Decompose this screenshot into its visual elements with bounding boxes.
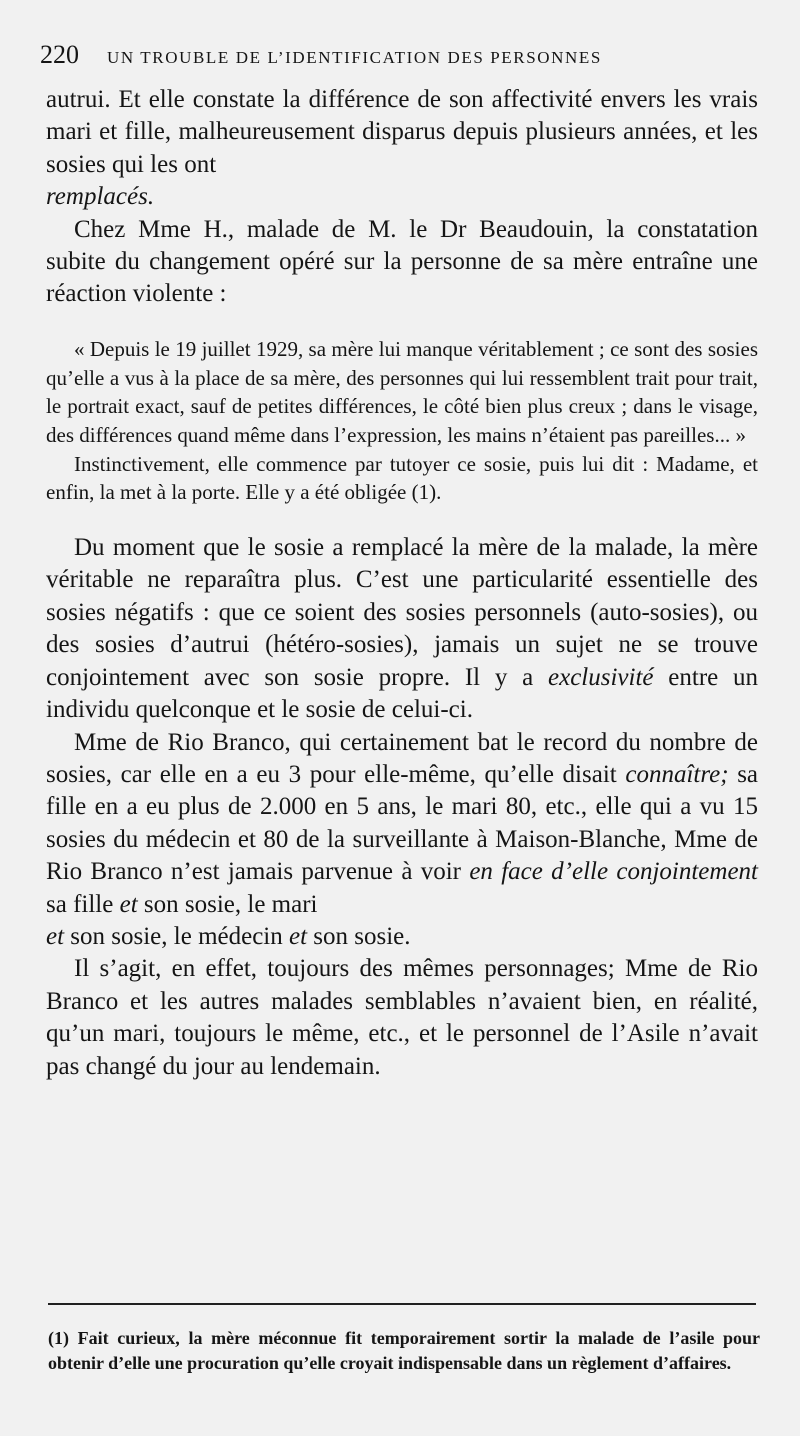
paragraph-4 [46, 727, 758, 954]
running-title: UN TROUBLE DE L’IDENTIFICATION DES PERSONNES [107, 48, 602, 67]
paragraph-3 [46, 532, 758, 726]
paragraph-4-italic-3: et [119, 890, 138, 918]
after-quote-paragraph: Instinctivement, elle commence par tutoyer ce sosie, puis lui dit : Madame, et enfin, la met à la porte. Elle y a été obligée (1). [46, 451, 758, 505]
paragraph-3-text-a: Du moment que le sosie a remplacé la mère de la malade, la mère véritable ne reparaîtra plus. C’est une particularité essentielle des sosies négatifs : que ce soient des sosies personnels (auto-sosies), ou des sosies d’autrui (hétéro-sosies), jamais un sujet ne se trouve conjointement avec son sosie propre. Il y a [46, 534, 758, 691]
paragraph-3-italic: exclusivité [548, 663, 654, 691]
paragraph-4-text-c: sa fille [46, 890, 114, 918]
paragraph-4-italic-2: en face d’elle conjointement [469, 858, 759, 886]
page-number: 220 [40, 40, 79, 69]
main-text [46, 84, 758, 1083]
paragraph-4-text-d: son sosie, le mari [143, 890, 318, 918]
paragraph-5: Il s’agit, en effet, toujours des mêmes personnages; Mme de Rio Branco et les autres malades semblables n’avaient bien, en réalité, qu’un mari, toujours le même, etc., et le personnel de l’Asile n’avait pas changé du jour au lendemain. [46, 955, 758, 1080]
paragraph-3-text-b: entre un individu quelconque et le sosie de celui-ci. [46, 663, 759, 724]
paragraph-1 [46, 84, 758, 214]
paragraph-4-italic-5: et [289, 922, 308, 950]
paragraph-2: Chez Mme H., malade de M. le Dr Beaudouin, la constatation subite du changement opéré sur la personne de sa mère entraîne une réaction violente : [46, 215, 758, 308]
paragraph-4-text-f: son sosie. [313, 922, 411, 950]
case-quote: « Depuis le 19 juillet 1929, sa mère lui manque véritablement ; ce sont des sosies qu’elle a vus à la place de sa mère, des personnes qui lui ressemblent trait pour trait, le portrait exact, sauf de petites différences, le côté bien plus creux ; dans le visage, des différences quand même dans l’expression, les mains n’étaient pas pareilles... » [46, 336, 758, 447]
paragraph-4-text-a: Mme de Rio Branco, qui certainement bat le record du nombre de sosies, car elle en a eu 3 pour elle-même, qu’elle disait [46, 728, 758, 788]
footnote: (1) Fait curieux, la mère méconnue fit temporairement sortir la malade de l’asile pour obtenir d’elle une procuration qu’elle croyait indispensable dans un règlement d’affaires. [48, 1328, 760, 1373]
paragraph-4-italic-4: et [46, 922, 65, 950]
footnote-rule [48, 1303, 756, 1305]
paragraph-1-text: autrui. Et elle constate la différence de son affectivité envers les vrais mari et fille, malheureusement disparus depuis plusieurs années, et les sosies qui les ont [46, 86, 758, 178]
paragraph-4-text-b: sa fille en a eu plus de 2.000 en 5 ans, le mari 80, etc., elle qui a vu 15 sosies du médecin et 80 de la surveillante à Maison-Blanche, Mme de Rio Branco n’est jamais parvenue à voir [46, 760, 759, 886]
paragraph-4-italic-1: connaître; [625, 760, 729, 788]
paragraph-4-text-e: son sosie, le médecin [70, 922, 283, 950]
page-header [40, 40, 750, 76]
paragraph-1-italic: remplacés. [46, 183, 155, 211]
